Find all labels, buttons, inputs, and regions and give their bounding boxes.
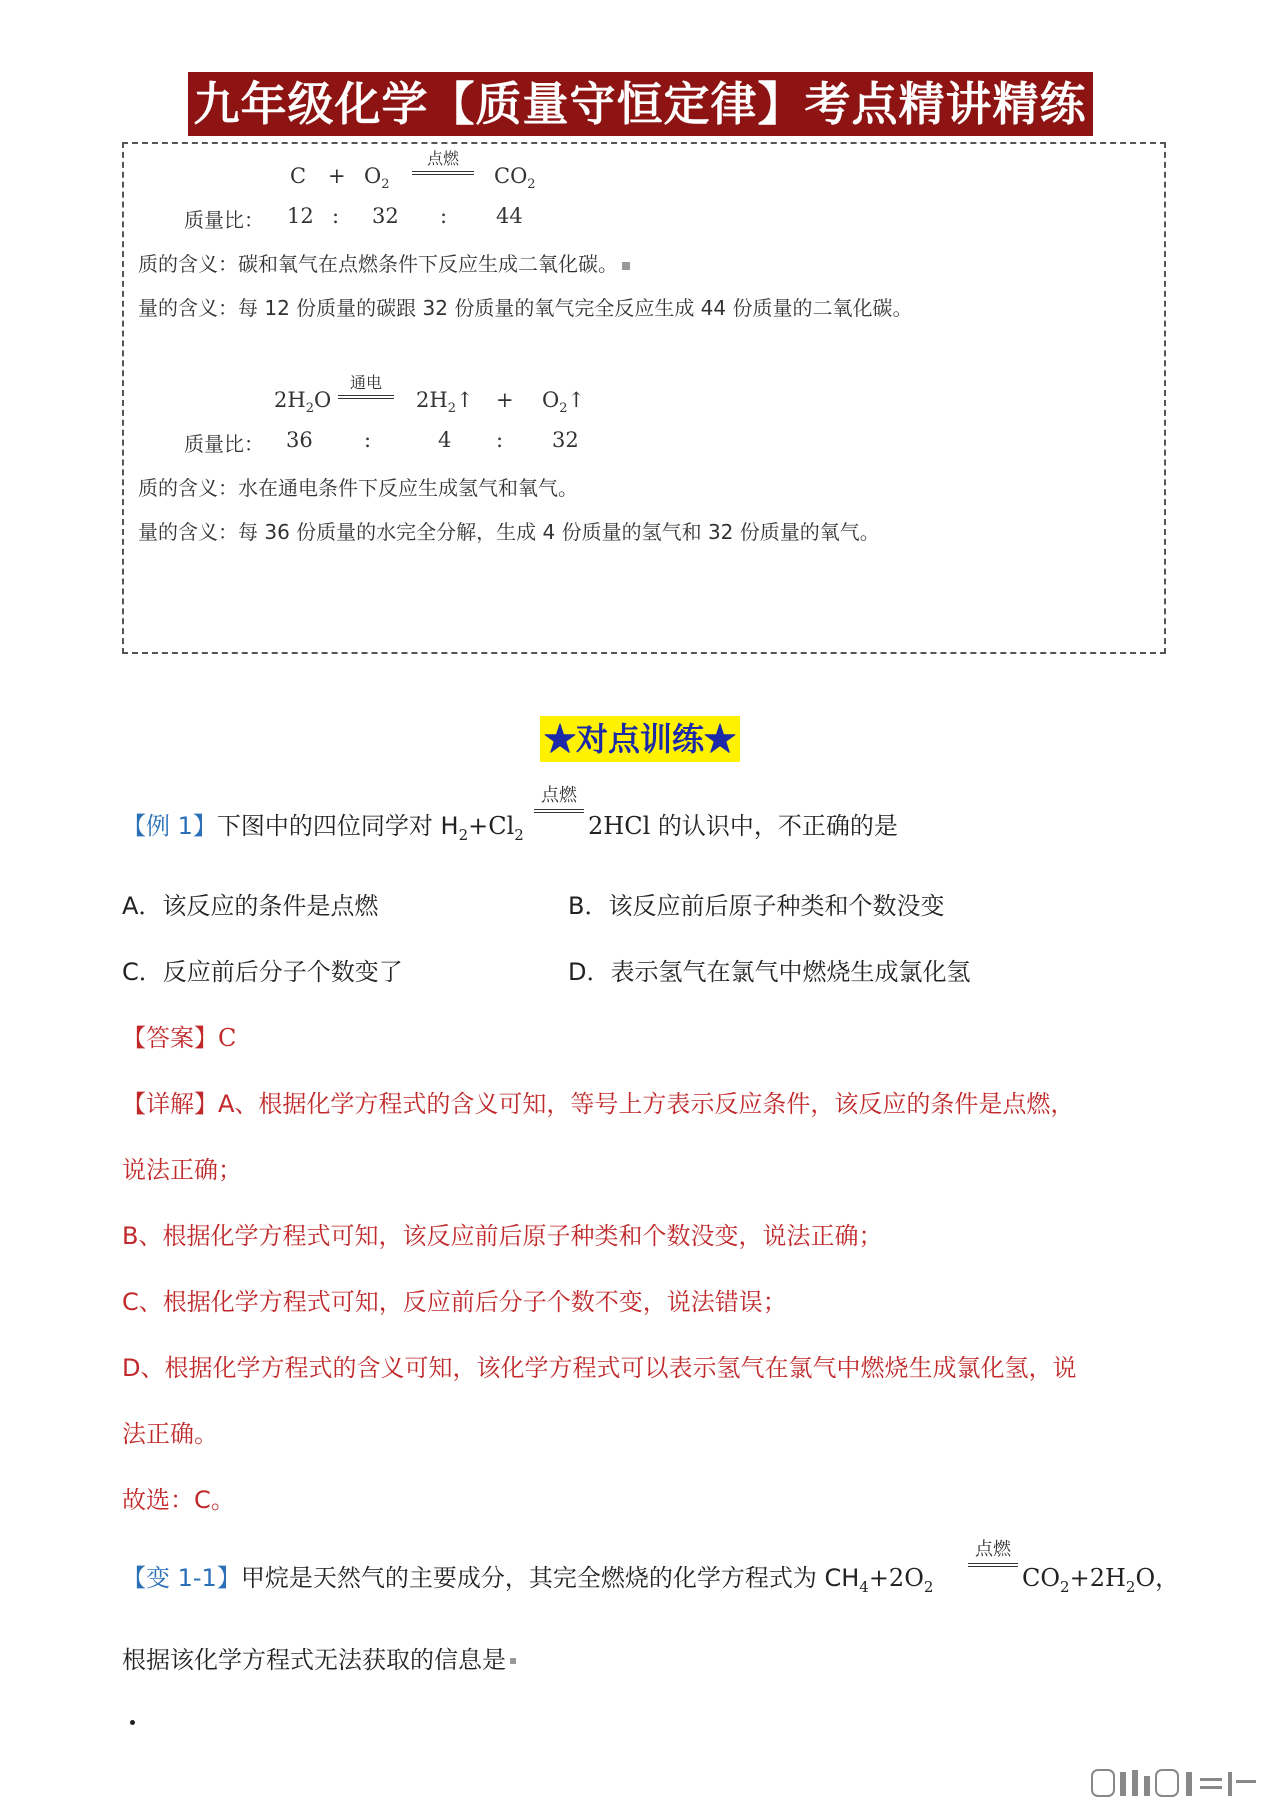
eq1-oxygen: $O_2$ — [364, 164, 390, 193]
variant1-products: $CO_2+2H_2O$， — [1022, 1564, 1180, 1596]
example1-tag: 【例 1】 — [122, 812, 217, 840]
eq1-plus: + — [328, 164, 346, 188]
ratio2-hydrogen: 4 — [438, 428, 452, 452]
eq2-oxygen: $O_2↑$ — [542, 388, 586, 417]
meaning2-quantity: 量的含义：每 36 份质量的水完全分解，生成 4 份质量的氢气和 32 份质量的氧气。 — [138, 520, 880, 544]
variant1-stem: 【变 1-1】甲烷是天然气的主要成分，其完全燃烧的化学方程式为 $CH_4+2O_2$ — [122, 1564, 934, 1596]
ratio2-sep1: : — [364, 428, 372, 452]
option-c[interactable]: C．反应前后分子个数变了 — [122, 958, 403, 986]
section-heading: ★对点训练★ — [540, 716, 740, 762]
eq2-plus: + — [496, 388, 514, 412]
section-heading-wrap — [0, 716, 1280, 762]
explain-tag: 【详解】 — [122, 1090, 218, 1118]
example1-stem: 【例 1】下图中的四位同学对 $H_2+Cl_2$ — [122, 812, 524, 844]
explain-a-line1: 【详解】A、根据化学方程式的含义可知，等号上方表示反应条件，该反应的条件是点燃， — [122, 1090, 1075, 1118]
option-b[interactable]: B．该反应前后原子种类和个数没变 — [568, 892, 945, 920]
bullet-dot — [130, 1720, 135, 1725]
answer-value: C — [218, 1024, 237, 1052]
variant1-condition-label: 点燃 — [975, 1539, 1011, 1560]
eq1-carbon: C — [290, 164, 307, 188]
eq1-equals-bar — [412, 171, 474, 175]
anchor-mark — [622, 262, 630, 270]
eq1-condition — [412, 150, 474, 175]
eq1-condition-label: 点燃 — [426, 149, 459, 168]
ratio1-sep1: : — [332, 204, 340, 228]
example1-condition-label: 点燃 — [541, 785, 577, 806]
eq2-water: $2H_2O$ — [274, 388, 332, 417]
eq1-carbon-dioxide: $CO_2$ — [494, 164, 536, 193]
example1-condition — [534, 786, 584, 813]
ratio2-water: 36 — [286, 428, 313, 452]
title-banner — [0, 72, 1280, 136]
page-title: 九年级化学【质量守恒定律】考点精讲精练 — [188, 72, 1093, 136]
ratio2-sep2: : — [496, 428, 504, 452]
ratio1-carbon: 12 — [287, 204, 314, 228]
ratio1-co2: 44 — [496, 204, 523, 228]
option-a[interactable]: A．该反应的条件是点燃 — [122, 892, 379, 920]
eq2-condition — [338, 374, 394, 399]
example1-stem-tail: 2HCl 的认识中，不正确的是 — [588, 812, 898, 840]
variant1-line2: 根据该化学方程式无法获取的信息是 — [122, 1640, 516, 1675]
explain-c: C、根据化学方程式可知，反应前后分子个数不变，说法错误； — [122, 1288, 787, 1316]
explain-b: B、根据化学方程式可知，该反应前后原子种类和个数没变，说法正确； — [122, 1222, 883, 1250]
watermark-logo-icon — [1090, 1766, 1260, 1800]
variant1-condition — [968, 1540, 1018, 1567]
anchor-mark-2 — [510, 1658, 516, 1664]
option-d[interactable]: D．表示氢气在氯气中燃烧生成氯化氢 — [568, 958, 971, 986]
variant1-equals-bar — [968, 1563, 1018, 1567]
example1-equals-bar — [534, 809, 584, 813]
ratio2-oxygen: 32 — [552, 428, 579, 452]
answer-tag: 【答案】 — [122, 1024, 218, 1052]
ratio1-sep2: : — [440, 204, 448, 228]
eq2-condition-label: 通电 — [349, 373, 382, 392]
meaning1-quality: 质的含义：碳和氧气在点燃条件下反应生成二氧化碳。 — [138, 248, 630, 277]
meaning2-quality: 质的含义：水在通电条件下反应生成氢气和氧气。 — [138, 476, 578, 500]
ratio1-label: 质量比： — [184, 208, 264, 232]
answer-line — [122, 1018, 236, 1053]
explain-d-line2: 法正确。 — [122, 1420, 218, 1448]
ratio1-oxygen: 32 — [372, 204, 399, 228]
eq2-hydrogen: $2H_2↑$ — [416, 388, 474, 417]
eq2-equals-bar — [338, 395, 394, 399]
ratio2-label: 质量比： — [184, 432, 264, 456]
meaning1-quantity: 量的含义：每 12 份质量的碳跟 32 份质量的氧气完全反应生成 44 份质量的二氧化碳。 — [138, 296, 913, 320]
choose-line: 故选：C。 — [122, 1486, 235, 1514]
variant1-tag: 【变 1-1】 — [122, 1564, 241, 1592]
explain-a-line2: 说法正确； — [122, 1156, 242, 1184]
explain-d-line1: D、根据化学方程式的含义可知，该化学方程式可以表示氢气在氯气中燃烧生成氯化氢，说 — [122, 1354, 1077, 1382]
